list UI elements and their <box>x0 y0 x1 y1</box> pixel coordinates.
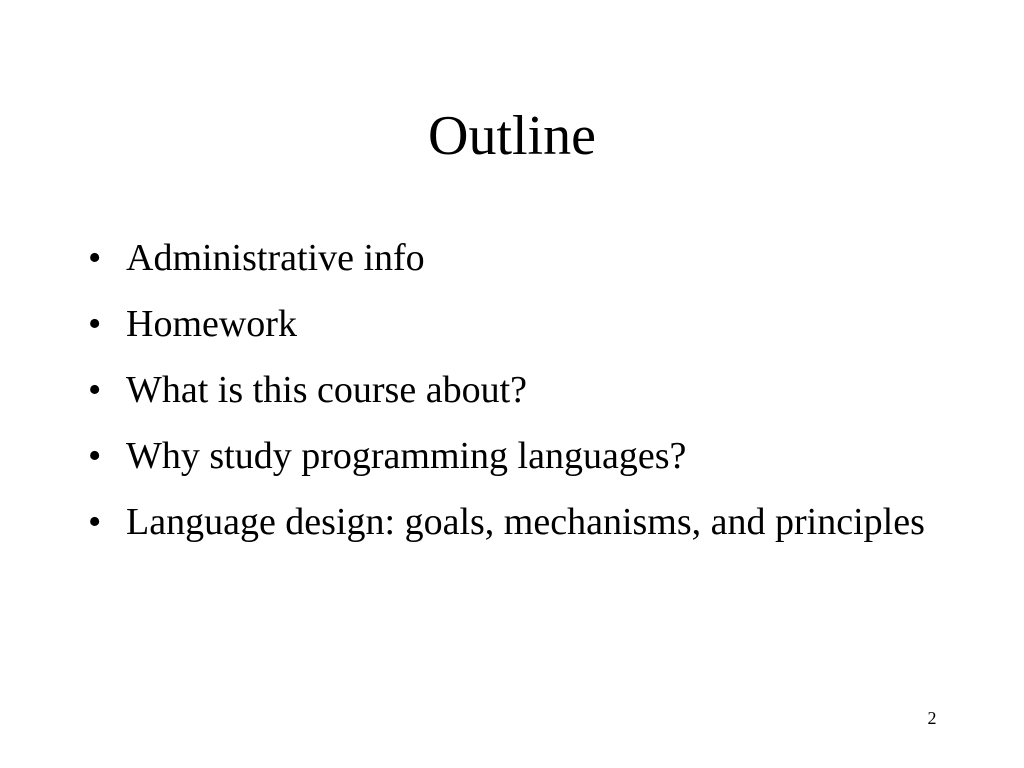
bullet-icon: • <box>88 501 102 543</box>
list-item-text: Why study programming languages? <box>126 435 687 477</box>
list-item <box>88 234 948 282</box>
list-item <box>88 432 948 480</box>
bullet-icon: • <box>88 237 102 279</box>
page-number: 2 <box>927 708 937 728</box>
bullet-icon: • <box>88 435 102 477</box>
list-item <box>88 366 948 414</box>
bullet-icon: • <box>88 369 102 411</box>
bullet-icon: • <box>88 303 102 345</box>
list-item <box>88 498 948 546</box>
list-item <box>88 300 948 348</box>
list-item-text: What is this course about? <box>126 369 528 411</box>
list-item-text: Administrative info <box>126 237 425 279</box>
list-item-text: Language design: goals, mechanisms, and principles <box>126 501 925 543</box>
outline-list <box>88 234 948 564</box>
slide-title: Outline <box>428 105 596 167</box>
list-item-text: Homework <box>126 303 297 345</box>
